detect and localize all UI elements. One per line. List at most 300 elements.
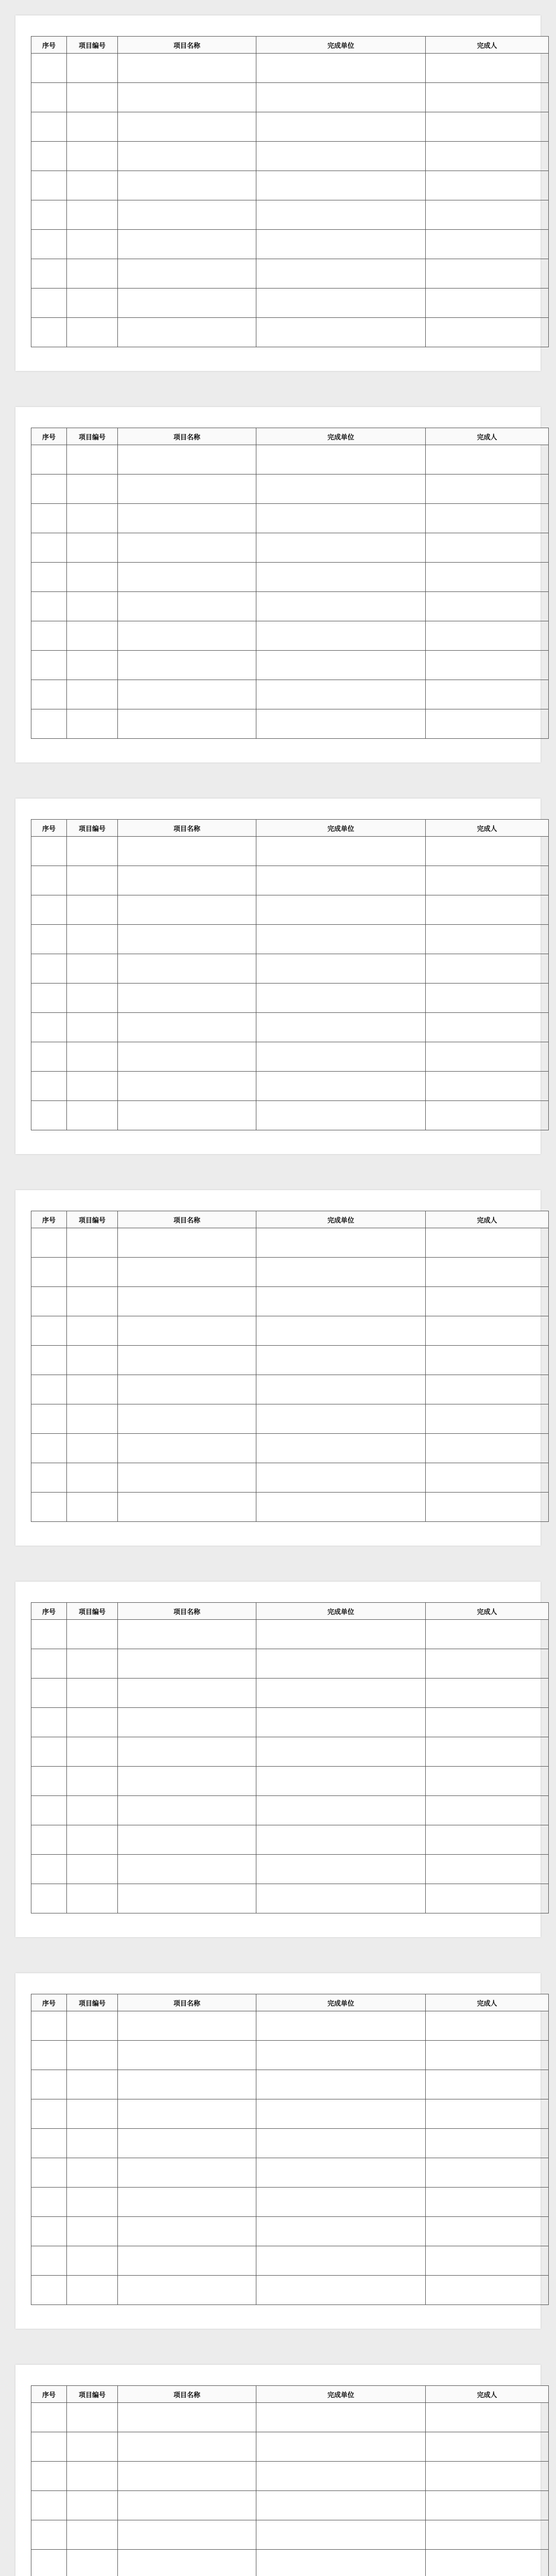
header-row	[31, 1211, 549, 1228]
cell-code	[67, 2246, 118, 2276]
cell-name	[118, 1463, 256, 1493]
cell-name	[118, 1493, 256, 1522]
cell-name	[118, 1884, 256, 1913]
cell-no	[31, 504, 67, 533]
cell-code	[67, 474, 118, 504]
cell-org	[256, 1855, 426, 1884]
cell-people	[426, 2432, 549, 2462]
cell-people	[426, 1013, 549, 1042]
cell-no	[31, 954, 67, 984]
cell-name	[118, 2041, 256, 2070]
cell-people	[426, 2158, 549, 2188]
cell-name	[118, 651, 256, 680]
cell-people	[426, 1101, 549, 1130]
cell-code	[67, 592, 118, 621]
cell-code	[67, 651, 118, 680]
cell-name	[118, 954, 256, 984]
cell-people	[426, 1375, 549, 1404]
cell-org	[256, 83, 426, 112]
project-table	[31, 1602, 549, 1913]
table-body	[31, 445, 549, 739]
table-row	[31, 1258, 549, 1287]
cell-people	[426, 2217, 549, 2246]
cell-org	[256, 1679, 426, 1708]
header-code: 项目编号	[67, 1994, 118, 2011]
header-name: 项目名称	[118, 1211, 256, 1228]
cell-no	[31, 2011, 67, 2041]
cell-people	[426, 2276, 549, 2305]
table-row	[31, 445, 549, 474]
cell-people	[426, 142, 549, 171]
cell-no	[31, 1228, 67, 1258]
cell-org	[256, 1493, 426, 1522]
header-row	[31, 37, 549, 54]
cell-no	[31, 895, 67, 925]
cell-code	[67, 1013, 118, 1042]
cell-no	[31, 83, 67, 112]
table-header	[31, 428, 549, 445]
cell-no	[31, 1708, 67, 1737]
table-header	[31, 1994, 549, 2011]
header-people: 完成人	[426, 1211, 549, 1228]
table-row	[31, 112, 549, 142]
cell-name	[118, 2011, 256, 2041]
cell-name	[118, 1042, 256, 1072]
cell-org	[256, 2520, 426, 2550]
table-row	[31, 954, 549, 984]
table-row	[31, 709, 549, 739]
cell-org	[256, 1316, 426, 1346]
table-row	[31, 1346, 549, 1375]
cell-code	[67, 1316, 118, 1346]
cell-code	[67, 1101, 118, 1130]
cell-name	[118, 259, 256, 289]
table-row	[31, 533, 549, 563]
cell-org	[256, 621, 426, 651]
cell-org	[256, 289, 426, 318]
table-row	[31, 83, 549, 112]
cell-people	[426, 954, 549, 984]
cell-code	[67, 230, 118, 259]
cell-code	[67, 318, 118, 347]
cell-name	[118, 1737, 256, 1767]
cell-code	[67, 2403, 118, 2432]
header-code: 项目编号	[67, 1603, 118, 1620]
table-body	[31, 1620, 549, 1913]
table-row	[31, 171, 549, 200]
table-row	[31, 1825, 549, 1855]
cell-name	[118, 2099, 256, 2129]
cell-people	[426, 1493, 549, 1522]
cell-people	[426, 259, 549, 289]
cell-org	[256, 2550, 426, 2576]
table-body	[31, 2011, 549, 2305]
cell-no	[31, 1679, 67, 1708]
header-name: 项目名称	[118, 2386, 256, 2403]
cell-org	[256, 1404, 426, 1434]
table-row	[31, 592, 549, 621]
table-row	[31, 1493, 549, 1522]
cell-people	[426, 171, 549, 200]
table-row	[31, 2403, 549, 2432]
table-row	[31, 318, 549, 347]
cell-no	[31, 2432, 67, 2462]
cell-org	[256, 1884, 426, 1913]
cell-name	[118, 1767, 256, 1796]
table-row	[31, 54, 549, 83]
cell-code	[67, 2432, 118, 2462]
cell-name	[118, 230, 256, 259]
cell-org	[256, 200, 426, 230]
table-row	[31, 2462, 549, 2491]
cell-name	[118, 2403, 256, 2432]
table-row	[31, 1228, 549, 1258]
cell-name	[118, 1072, 256, 1101]
cell-name	[118, 1708, 256, 1737]
cell-code	[67, 2041, 118, 2070]
cell-code	[67, 54, 118, 83]
cell-code	[67, 533, 118, 563]
cell-no	[31, 142, 67, 171]
cell-no	[31, 1072, 67, 1101]
cell-people	[426, 1463, 549, 1493]
header-code: 项目编号	[67, 428, 118, 445]
cell-no	[31, 2462, 67, 2491]
cell-code	[67, 2011, 118, 2041]
cell-people	[426, 2550, 549, 2576]
cell-people	[426, 54, 549, 83]
cell-code	[67, 621, 118, 651]
cell-name	[118, 2217, 256, 2246]
cell-code	[67, 2070, 118, 2099]
cell-code	[67, 1463, 118, 1493]
table-row	[31, 2070, 549, 2099]
cell-org	[256, 1101, 426, 1130]
cell-people	[426, 1708, 549, 1737]
cell-people	[426, 1679, 549, 1708]
cell-people	[426, 1228, 549, 1258]
cell-name	[118, 200, 256, 230]
header-people: 完成人	[426, 428, 549, 445]
table-row	[31, 2041, 549, 2070]
cell-org	[256, 533, 426, 563]
table-row	[31, 2158, 549, 2188]
header-no: 序号	[31, 37, 67, 54]
header-no: 序号	[31, 1603, 67, 1620]
cell-code	[67, 709, 118, 739]
header-org: 完成单位	[256, 2386, 426, 2403]
cell-org	[256, 1228, 426, 1258]
cell-no	[31, 709, 67, 739]
cell-people	[426, 1855, 549, 1884]
table-row	[31, 259, 549, 289]
cell-no	[31, 2403, 67, 2432]
cell-name	[118, 1620, 256, 1649]
table-row	[31, 2432, 549, 2462]
header-row	[31, 428, 549, 445]
table-row	[31, 474, 549, 504]
table-header	[31, 37, 549, 54]
cell-people	[426, 984, 549, 1013]
cell-no	[31, 230, 67, 259]
cell-name	[118, 2550, 256, 2576]
cell-org	[256, 2217, 426, 2246]
cell-org	[256, 1737, 426, 1767]
table-row	[31, 925, 549, 954]
cell-no	[31, 474, 67, 504]
cell-people	[426, 2491, 549, 2520]
cell-org	[256, 1463, 426, 1493]
table-row	[31, 2129, 549, 2158]
cell-org	[256, 2099, 426, 2129]
cell-no	[31, 200, 67, 230]
cell-people	[426, 709, 549, 739]
cell-no	[31, 621, 67, 651]
cell-org	[256, 1434, 426, 1463]
cell-org	[256, 1620, 426, 1649]
table-body	[31, 1228, 549, 1522]
cell-people	[426, 563, 549, 592]
cell-people	[426, 837, 549, 866]
project-table	[31, 1994, 549, 2305]
cell-org	[256, 230, 426, 259]
header-no: 序号	[31, 820, 67, 837]
table-row	[31, 2188, 549, 2217]
cell-code	[67, 1737, 118, 1767]
cell-name	[118, 563, 256, 592]
table-row	[31, 1375, 549, 1404]
table-row	[31, 2217, 549, 2246]
cell-code	[67, 289, 118, 318]
cell-name	[118, 592, 256, 621]
table-row	[31, 1042, 549, 1072]
table-row	[31, 563, 549, 592]
cell-no	[31, 651, 67, 680]
cell-no	[31, 2099, 67, 2129]
cell-no	[31, 1649, 67, 1679]
table-row	[31, 1072, 549, 1101]
cell-code	[67, 984, 118, 1013]
cell-no	[31, 171, 67, 200]
cell-no	[31, 2550, 67, 2576]
cell-no	[31, 1101, 67, 1130]
cell-name	[118, 1258, 256, 1287]
cell-org	[256, 984, 426, 1013]
header-name: 项目名称	[118, 37, 256, 54]
cell-people	[426, 318, 549, 347]
cell-name	[118, 474, 256, 504]
cell-name	[118, 680, 256, 709]
cell-org	[256, 1767, 426, 1796]
cell-code	[67, 2188, 118, 2217]
cell-name	[118, 1649, 256, 1679]
cell-code	[67, 445, 118, 474]
cell-code	[67, 1072, 118, 1101]
cell-people	[426, 2099, 549, 2129]
cell-people	[426, 1346, 549, 1375]
cell-name	[118, 1825, 256, 1855]
cell-name	[118, 2276, 256, 2305]
cell-code	[67, 200, 118, 230]
cell-people	[426, 1620, 549, 1649]
cell-no	[31, 289, 67, 318]
table-row	[31, 1013, 549, 1042]
cell-no	[31, 2129, 67, 2158]
cell-no	[31, 445, 67, 474]
header-people: 完成人	[426, 2386, 549, 2403]
table-row	[31, 2011, 549, 2041]
cell-no	[31, 1042, 67, 1072]
cell-no	[31, 112, 67, 142]
table-row	[31, 984, 549, 1013]
cell-no	[31, 259, 67, 289]
cell-name	[118, 1228, 256, 1258]
cell-code	[67, 680, 118, 709]
cell-org	[256, 1042, 426, 1072]
cell-code	[67, 1620, 118, 1649]
cell-name	[118, 1404, 256, 1434]
cell-code	[67, 2276, 118, 2305]
table-row	[31, 2491, 549, 2520]
cell-org	[256, 259, 426, 289]
cell-name	[118, 1855, 256, 1884]
cell-org	[256, 2462, 426, 2491]
cell-no	[31, 1287, 67, 1316]
table-header	[31, 1603, 549, 1620]
cell-people	[426, 2070, 549, 2099]
cell-code	[67, 1346, 118, 1375]
cell-no	[31, 2188, 67, 2217]
cell-code	[67, 2462, 118, 2491]
cell-name	[118, 2246, 256, 2276]
table-row	[31, 866, 549, 895]
cell-code	[67, 1825, 118, 1855]
cell-org	[256, 1796, 426, 1825]
cell-people	[426, 2129, 549, 2158]
cell-org	[256, 2070, 426, 2099]
cell-org	[256, 2491, 426, 2520]
table-row	[31, 1884, 549, 1913]
cell-people	[426, 1767, 549, 1796]
project-table	[31, 36, 549, 347]
cell-people	[426, 680, 549, 709]
cell-org	[256, 1013, 426, 1042]
cell-people	[426, 592, 549, 621]
cell-code	[67, 1679, 118, 1708]
table-row	[31, 1649, 549, 1679]
cell-code	[67, 1708, 118, 1737]
cell-people	[426, 1434, 549, 1463]
cell-name	[118, 533, 256, 563]
table-row	[31, 1620, 549, 1649]
cell-name	[118, 2188, 256, 2217]
cell-code	[67, 2099, 118, 2129]
table-row	[31, 2099, 549, 2129]
cell-people	[426, 112, 549, 142]
cell-people	[426, 1796, 549, 1825]
table-header	[31, 2386, 549, 2403]
cell-no	[31, 1767, 67, 1796]
cell-people	[426, 533, 549, 563]
cell-code	[67, 837, 118, 866]
cell-code	[67, 1434, 118, 1463]
project-table	[31, 1211, 549, 1522]
cell-people	[426, 504, 549, 533]
cell-org	[256, 474, 426, 504]
cell-code	[67, 112, 118, 142]
table-row	[31, 1855, 549, 1884]
cell-people	[426, 1649, 549, 1679]
cell-org	[256, 563, 426, 592]
cell-people	[426, 1316, 549, 1346]
cell-code	[67, 1649, 118, 1679]
cell-people	[426, 2403, 549, 2432]
cell-name	[118, 142, 256, 171]
cell-org	[256, 2188, 426, 2217]
cell-org	[256, 2158, 426, 2188]
cell-name	[118, 2129, 256, 2158]
cell-no	[31, 1375, 67, 1404]
header-org: 完成单位	[256, 1994, 426, 2011]
project-table	[31, 428, 549, 739]
cell-org	[256, 2246, 426, 2276]
cell-code	[67, 1493, 118, 1522]
cell-org	[256, 2432, 426, 2462]
cell-name	[118, 895, 256, 925]
cell-name	[118, 1375, 256, 1404]
cell-name	[118, 1679, 256, 1708]
header-no: 序号	[31, 2386, 67, 2403]
cell-no	[31, 1013, 67, 1042]
project-table	[31, 819, 549, 1130]
cell-org	[256, 504, 426, 533]
cell-name	[118, 925, 256, 954]
cell-no	[31, 925, 67, 954]
cell-name	[118, 112, 256, 142]
cell-name	[118, 289, 256, 318]
cell-people	[426, 2246, 549, 2276]
header-no: 序号	[31, 1211, 67, 1228]
table-row	[31, 1404, 549, 1434]
table-row	[31, 1287, 549, 1316]
cell-no	[31, 1346, 67, 1375]
cell-name	[118, 984, 256, 1013]
cell-code	[67, 504, 118, 533]
cell-name	[118, 1346, 256, 1375]
cell-code	[67, 1796, 118, 1825]
cell-no	[31, 1316, 67, 1346]
table-row	[31, 1434, 549, 1463]
cell-people	[426, 1404, 549, 1434]
cell-code	[67, 83, 118, 112]
cell-no	[31, 1737, 67, 1767]
cell-people	[426, 445, 549, 474]
cell-name	[118, 2158, 256, 2188]
table-row	[31, 1708, 549, 1737]
table-row	[31, 1463, 549, 1493]
header-name: 项目名称	[118, 820, 256, 837]
table-row	[31, 1796, 549, 1825]
cell-no	[31, 2217, 67, 2246]
header-row	[31, 1994, 549, 2011]
cell-code	[67, 142, 118, 171]
table-row	[31, 2520, 549, 2550]
header-org: 完成单位	[256, 1211, 426, 1228]
cell-no	[31, 1258, 67, 1287]
cell-name	[118, 2520, 256, 2550]
cell-no	[31, 1463, 67, 1493]
cell-people	[426, 1287, 549, 1316]
